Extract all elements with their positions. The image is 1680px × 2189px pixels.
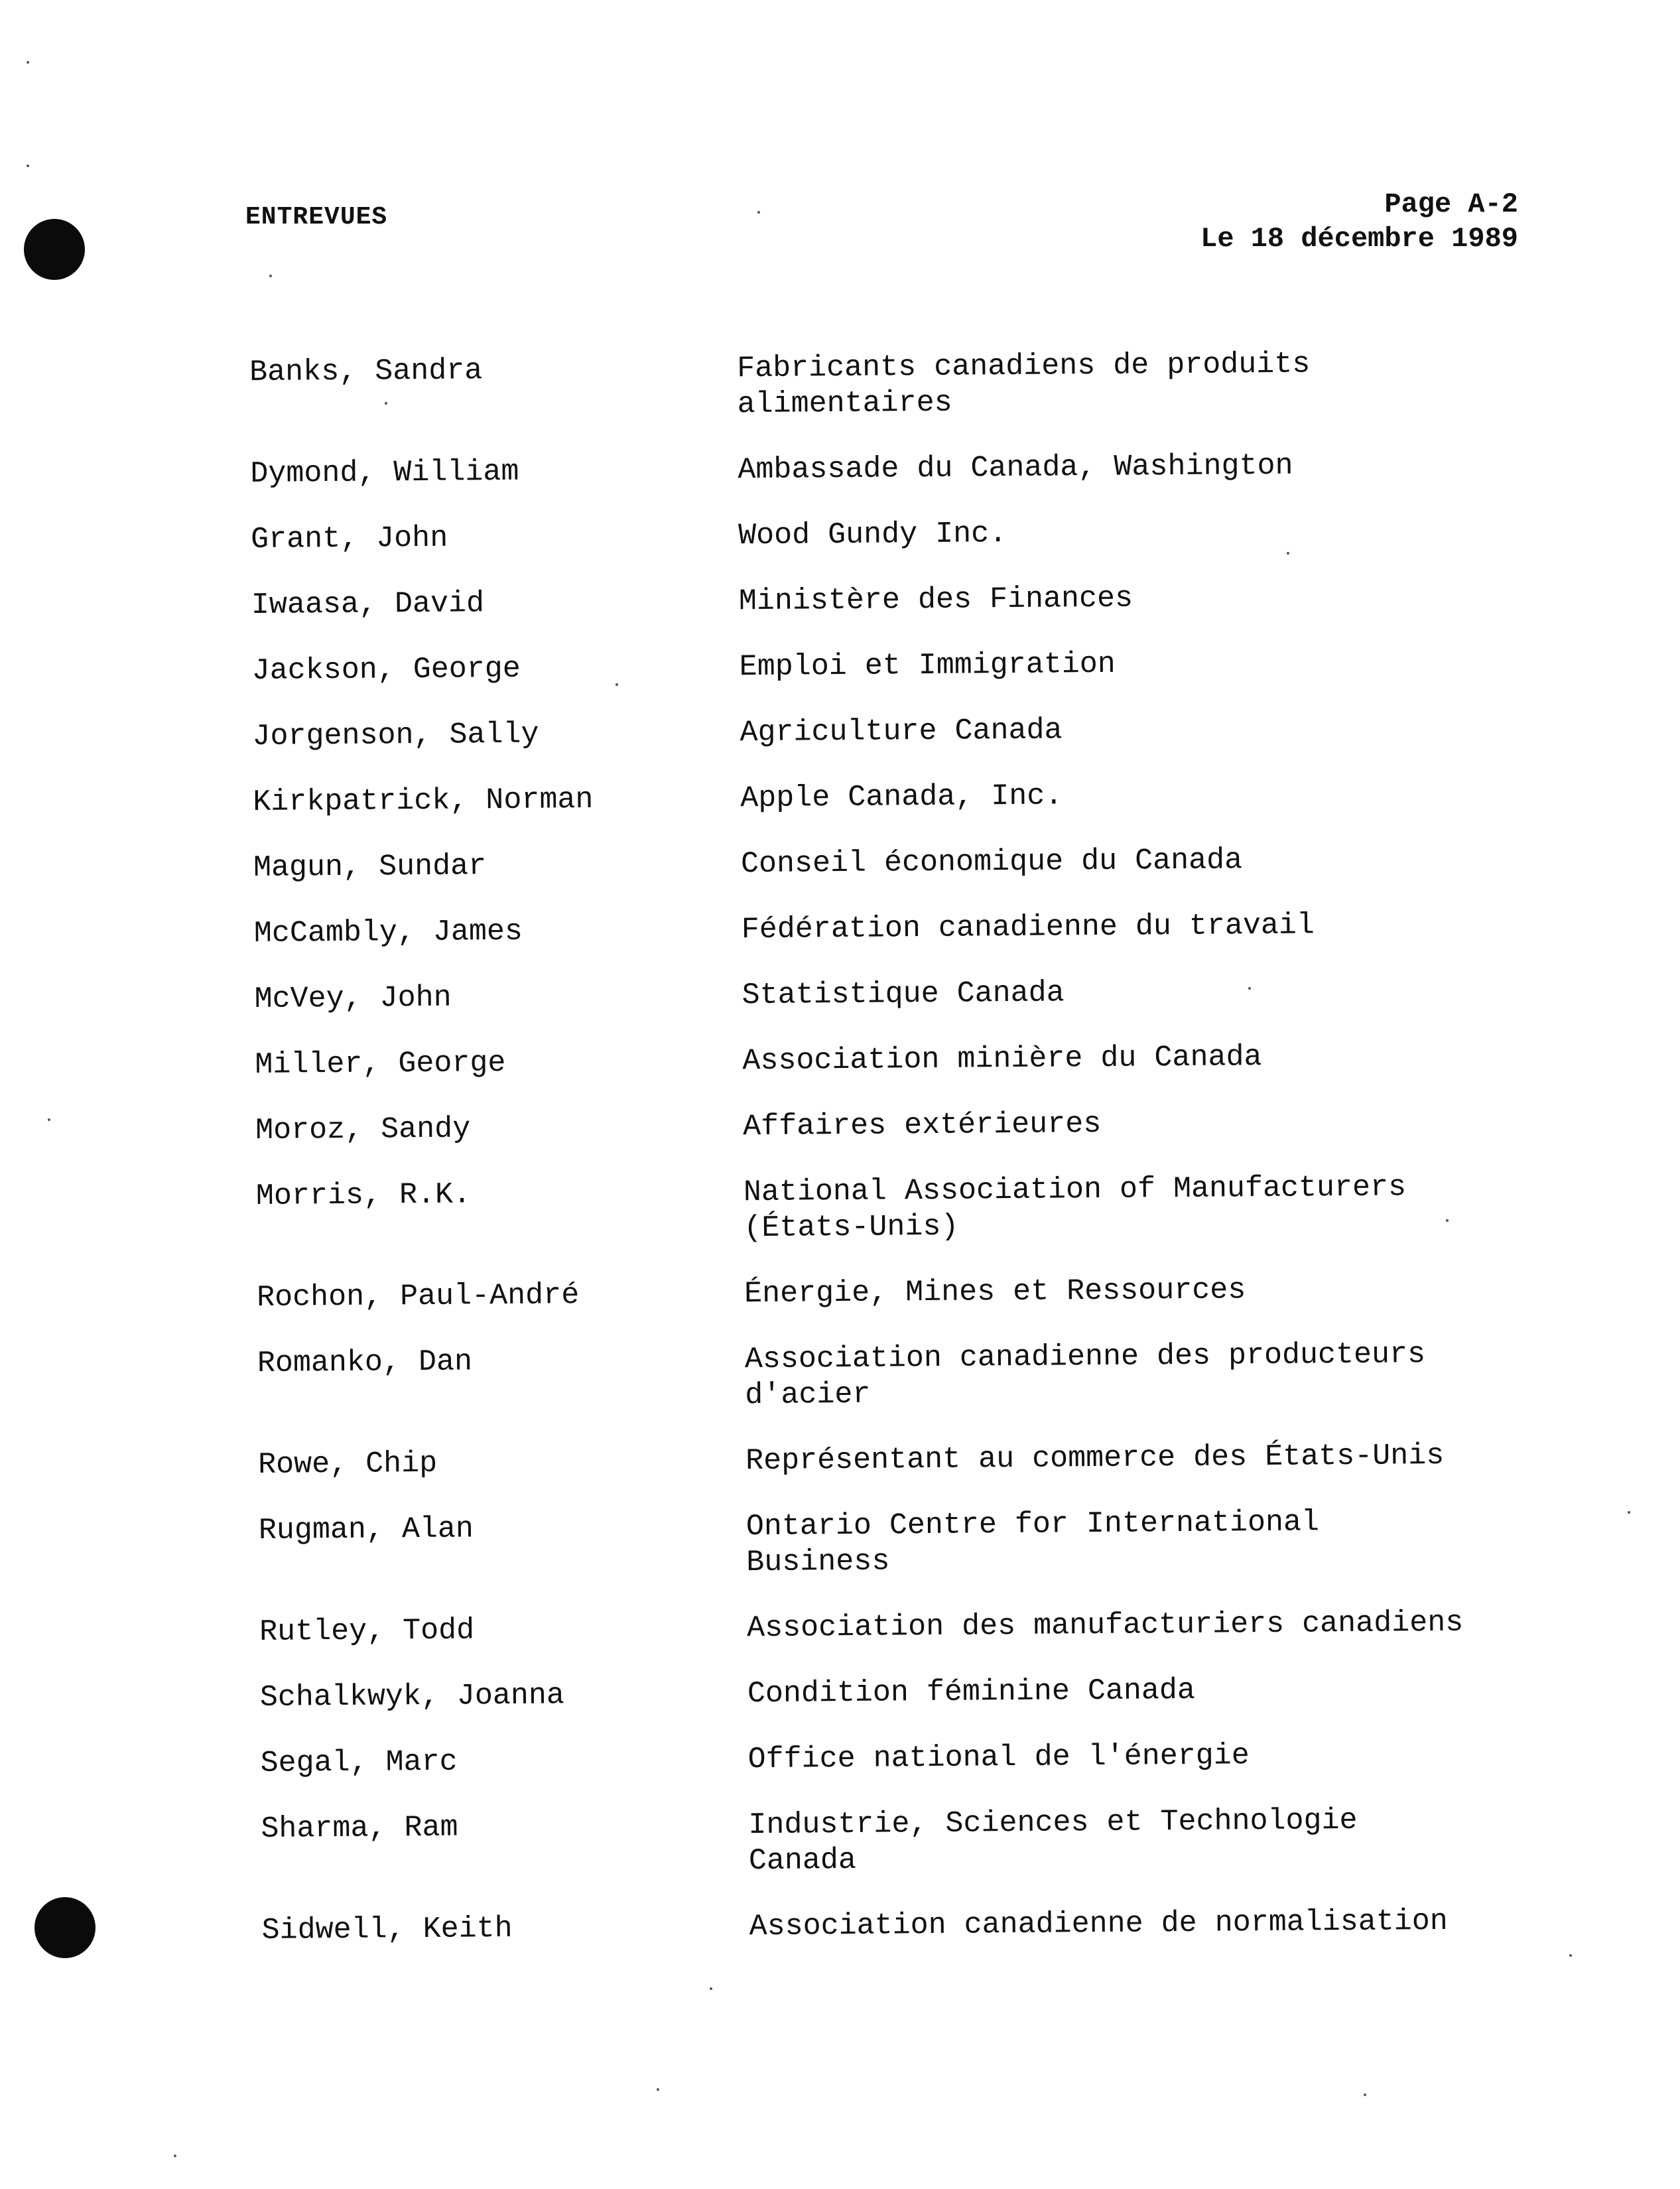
list-item [257, 1270, 1557, 1316]
organization-name: Statistique Canada [742, 976, 1065, 1013]
scan-speck [48, 1118, 50, 1121]
punch-hole-bottom [34, 1897, 96, 1958]
scan-speck [269, 275, 272, 277]
organization-name: Énergie, Mines et Ressources [743, 1273, 1246, 1311]
interview-list [249, 345, 1562, 1979]
person-name: Jorgenson, Sally [252, 717, 539, 754]
person-name: Banks, Sandra [249, 354, 483, 389]
list-item [257, 1336, 1558, 1418]
scan-speck [174, 2155, 176, 2157]
organization-name: Association canadienne de normalisation [749, 1904, 1448, 1944]
scan-speck [27, 61, 29, 64]
list-item [251, 578, 1551, 624]
person-name: Rugman, Alan [258, 1512, 474, 1548]
organization-name: Apple Canada, Inc. [740, 779, 1063, 816]
organization-name: National Association of Manufacturers (États-Unis) [743, 1170, 1407, 1246]
person-name: Schalkwyk, Joanna [259, 1678, 565, 1715]
punch-hole-top [24, 219, 85, 280]
person-name: Kirkpatrick, Norman [253, 782, 594, 819]
person-name: Segal, Marc [260, 1745, 458, 1780]
list-item [252, 643, 1552, 689]
page-info [1200, 187, 1518, 256]
list-item [251, 512, 1551, 558]
list-item [260, 1736, 1560, 1782]
scan-speck [710, 1987, 712, 1990]
organization-name: Affaires extérieures [742, 1106, 1102, 1144]
person-name: Rochon, Paul-André [256, 1278, 580, 1315]
list-item [259, 1605, 1559, 1650]
organization-name: Emploi et Immigration [739, 647, 1116, 685]
list-item [255, 1037, 1555, 1083]
scan-speck [1364, 2093, 1366, 2096]
scan-speck [657, 2088, 659, 2091]
organization-name: Association minière du Canada [742, 1040, 1262, 1079]
organization-name: Association canadienne des producteurs d'acier [744, 1337, 1426, 1413]
scan-speck [27, 165, 29, 167]
scan-speck [757, 211, 760, 214]
organization-name: Représentant au commerce des États-Unis [745, 1438, 1445, 1479]
list-item [259, 1503, 1559, 1585]
list-item [250, 446, 1550, 492]
organization-name: Association des manufacturiers canadiens [746, 1605, 1464, 1646]
list-item [255, 1103, 1555, 1149]
organization-name: Agriculture Canada [740, 713, 1063, 750]
list-item [252, 709, 1552, 755]
organization-name: Ambassade du Canada, Washington [738, 448, 1293, 488]
list-item [256, 1169, 1557, 1250]
section-title: ENTREVUES [245, 203, 388, 232]
organization-name: Fabricants canadiens de produits alimentaires [736, 347, 1311, 422]
person-name: Grant, John [250, 521, 448, 557]
person-name: Rutley, Todd [259, 1613, 475, 1649]
organization-name: Conseil économique du Canada [740, 843, 1243, 882]
organization-name: Fédération canadienne du travail [741, 908, 1315, 947]
organization-name: Industrie, Sciences et Technologie Canada [748, 1803, 1358, 1879]
list-item [253, 775, 1553, 821]
organization-name: Ministère des Finances [738, 581, 1133, 619]
person-name: Miller, George [255, 1045, 506, 1082]
person-name: McVey, John [254, 980, 452, 1016]
person-name: McCambly, James [253, 914, 523, 951]
organization-name: Wood Gundy Inc. [738, 517, 1007, 553]
list-item [260, 1670, 1560, 1716]
organization-name: Office national de l'énergie [747, 1739, 1250, 1777]
document-date: Le 18 décembre 1989 [1200, 223, 1518, 255]
person-name: Sharma, Ram [261, 1810, 458, 1846]
person-name: Magun, Sundar [253, 849, 487, 885]
list-item [249, 345, 1550, 427]
list-item [261, 1903, 1561, 1949]
organization-name: Condition féminine Canada [747, 1673, 1196, 1711]
person-name: Sidwell, Keith [261, 1911, 513, 1948]
person-name: Morris, R.K. [255, 1177, 472, 1213]
person-name: Jackson, George [251, 651, 521, 688]
list-item [261, 1802, 1561, 1883]
list-item [258, 1437, 1558, 1483]
scan-speck [1628, 1511, 1630, 1514]
person-name: Moroz, Sandy [255, 1112, 471, 1148]
organization-name: Ontario Centre for International Business [745, 1505, 1320, 1580]
page-number: Page A-2 [1384, 188, 1518, 220]
person-name: Rowe, Chip [257, 1446, 438, 1482]
list-item [254, 972, 1554, 1018]
scan-speck [1569, 1954, 1572, 1957]
person-name: Romanko, Dan [257, 1345, 473, 1380]
list-item [253, 840, 1553, 886]
list-item [254, 906, 1554, 952]
person-name: Dymond, William [250, 454, 519, 491]
person-name: Iwaasa, David [251, 586, 485, 622]
